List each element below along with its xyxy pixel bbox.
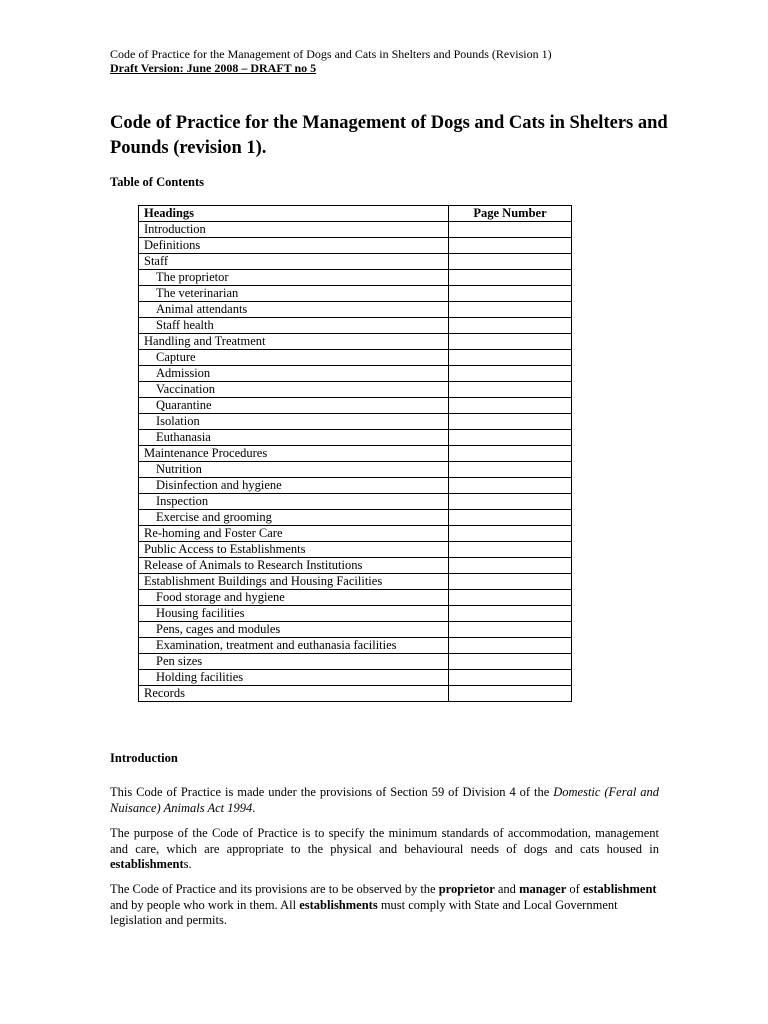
toc-page-number-cell — [449, 670, 572, 686]
toc-heading-cell: Quarantine — [139, 398, 449, 414]
column-header-page-number: Page Number — [449, 206, 572, 222]
table-row — [139, 334, 572, 350]
table-row — [139, 462, 572, 478]
table-row — [139, 574, 572, 590]
paragraph-text: of — [566, 882, 583, 896]
intro-paragraph-2 — [110, 826, 659, 873]
defined-term: establishments — [299, 897, 378, 912]
toc-heading-cell: Staff health — [139, 318, 449, 334]
toc-heading-cell: Release of Animals to Research Institutions — [139, 558, 449, 574]
toc-body — [139, 222, 572, 702]
table-row — [139, 622, 572, 638]
toc-page-number-cell — [449, 638, 572, 654]
table-row — [139, 398, 572, 414]
toc-heading-cell: Isolation — [139, 414, 449, 430]
toc-page-number-cell — [449, 462, 572, 478]
table-row — [139, 446, 572, 462]
act-name: Domestic (Feral and Nuisance) Animals Act 1994 — [110, 785, 660, 815]
document-title: Code of Practice for the Management of Dogs and Cats in Shelters and Pounds (revision 1). — [110, 113, 668, 158]
toc-page-number-cell — [449, 286, 572, 302]
paragraph-text: . — [252, 800, 256, 815]
table-row — [139, 606, 572, 622]
toc-heading-cell: Introduction — [139, 222, 449, 238]
paragraph-text: must comply with State and Local Government legislation and permits. — [110, 897, 618, 927]
toc-header-row — [139, 206, 572, 222]
table-row — [139, 638, 572, 654]
table-row — [139, 670, 572, 686]
toc-heading-cell: Euthanasia — [139, 430, 449, 446]
toc-page-number-cell — [449, 254, 572, 270]
toc-page-number-cell — [449, 558, 572, 574]
table-row — [139, 654, 572, 670]
running-header — [110, 47, 552, 75]
toc-heading-cell: Holding facilities — [139, 670, 449, 686]
toc-page-number-cell — [449, 510, 572, 526]
toc-heading-cell: The veterinarian — [139, 286, 449, 302]
table-row — [139, 558, 572, 574]
toc-heading-cell: Staff — [139, 254, 449, 270]
toc-heading-cell: Vaccination — [139, 382, 449, 398]
defined-term: proprietor — [438, 882, 495, 896]
toc-page-number-cell — [449, 270, 572, 286]
toc-heading-cell: Nutrition — [139, 462, 449, 478]
toc-page-number-cell — [449, 606, 572, 622]
toc-heading-cell: Maintenance Procedures — [139, 446, 449, 462]
toc-heading-cell: Inspection — [139, 494, 449, 510]
table-row — [139, 302, 572, 318]
table-row — [139, 270, 572, 286]
toc-page-number-cell — [449, 334, 572, 350]
section-heading-introduction: Introduction — [110, 751, 178, 765]
toc-heading-cell: Admission — [139, 366, 449, 382]
table-row — [139, 222, 572, 238]
table-row — [139, 430, 572, 446]
toc-page-number-cell — [449, 318, 572, 334]
toc-heading-cell: Examination, treatment and euthanasia facilities — [139, 638, 449, 654]
toc-heading-cell: Establishment Buildings and Housing Facilities — [139, 574, 449, 590]
column-header-headings: Headings — [139, 206, 449, 222]
toc-heading-cell: Housing facilities — [139, 606, 449, 622]
toc-heading-cell: Pens, cages and modules — [139, 622, 449, 638]
toc-heading-cell: Records — [139, 686, 449, 702]
toc-heading-cell: Animal attendants — [139, 302, 449, 318]
table-row — [139, 350, 572, 366]
draft-version: Draft Version: June 2008 – DRAFT no 5 — [110, 61, 317, 75]
toc-page-number-cell — [449, 590, 572, 606]
toc-heading-cell: The proprietor — [139, 270, 449, 286]
table-row — [139, 478, 572, 494]
table-row — [139, 254, 572, 270]
toc-page-number-cell — [449, 238, 572, 254]
paragraph-text: and by people who work in them. All — [110, 897, 300, 912]
toc-page-number-cell — [449, 574, 572, 590]
defined-term: manager — [519, 882, 567, 896]
table-row — [139, 286, 572, 302]
toc-heading-cell: Definitions — [139, 238, 449, 254]
toc-page-number-cell — [449, 366, 572, 382]
intro-paragraph-1 — [110, 785, 659, 816]
toc-label: Table of Contents — [110, 175, 204, 189]
running-title: Code of Practice for the Management of Dogs and Cats in Shelters and Pounds (Revision 1) — [110, 47, 552, 61]
toc-page-number-cell — [449, 398, 572, 414]
toc-page-number-cell — [449, 526, 572, 542]
table-row — [139, 542, 572, 558]
toc-page-number-cell — [449, 622, 572, 638]
toc-heading-cell: Capture — [139, 350, 449, 366]
intro-paragraph-3 — [110, 882, 659, 929]
toc-page-number-cell — [449, 302, 572, 318]
toc-page-number-cell — [449, 446, 572, 462]
paragraph-text: The purpose of the Code of Practice is to specify the minimum standards of accommodation, management and care, which are appropriate to the physical and behavioural needs of dogs and cats housed in — [110, 826, 659, 856]
defined-term: establishment — [110, 857, 184, 871]
toc-heading-cell: Handling and Treatment — [139, 334, 449, 350]
table-row — [139, 318, 572, 334]
paragraph-text: The Code of Practice and its provisions are to be observed by the — [110, 882, 439, 896]
table-row — [139, 686, 572, 702]
toc-page-number-cell — [449, 542, 572, 558]
toc-heading-cell: Food storage and hygiene — [139, 590, 449, 606]
table-of-contents — [138, 205, 572, 702]
table-row — [139, 366, 572, 382]
toc-page-number-cell — [449, 686, 572, 702]
toc-page-number-cell — [449, 478, 572, 494]
table-row — [139, 590, 572, 606]
toc-heading-cell: Disinfection and hygiene — [139, 478, 449, 494]
paragraph-text: This Code of Practice is made under the provisions of Section 59 of Division 4 of the — [110, 785, 554, 799]
table-row — [139, 414, 572, 430]
table-row — [139, 494, 572, 510]
toc-page-number-cell — [449, 430, 572, 446]
toc-page-number-cell — [449, 382, 572, 398]
table-row — [139, 238, 572, 254]
paragraph-text: s. — [183, 857, 192, 871]
toc-heading-cell: Re-homing and Foster Care — [139, 526, 449, 542]
toc-page-number-cell — [449, 654, 572, 670]
table-row — [139, 510, 572, 526]
toc-heading-cell: Exercise and grooming — [139, 510, 449, 526]
table-row — [139, 382, 572, 398]
table-row — [139, 526, 572, 542]
toc-heading-cell: Public Access to Establishments — [139, 542, 449, 558]
toc-page-number-cell — [449, 414, 572, 430]
toc-page-number-cell — [449, 350, 572, 366]
toc-page-number-cell — [449, 494, 572, 510]
paragraph-text: and — [494, 882, 520, 896]
toc-heading-cell: Pen sizes — [139, 654, 449, 670]
defined-term: establishment — [582, 882, 657, 896]
toc-page-number-cell — [449, 222, 572, 238]
